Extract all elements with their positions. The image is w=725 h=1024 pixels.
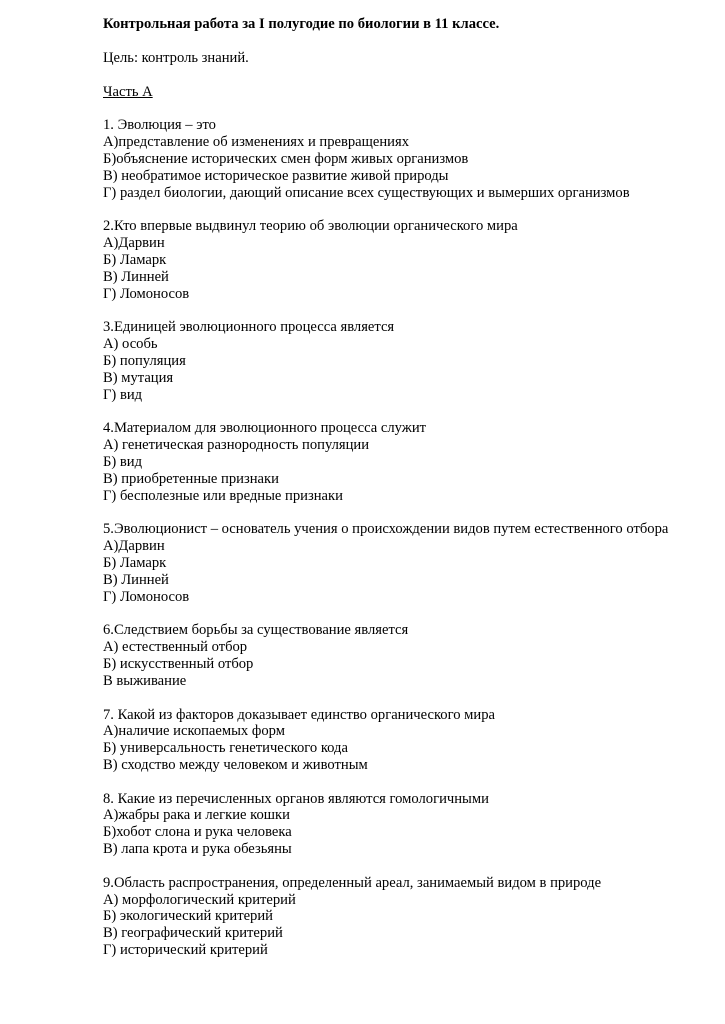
question-text: 8. Какие из перечисленных органов являются гомологичными xyxy=(103,790,489,807)
document-title: Контрольная работа за I полугодие по биологии в 11 классе. xyxy=(103,16,500,32)
answer-option: Г) исторический критерий xyxy=(103,942,268,959)
document-content xyxy=(103,16,713,959)
answer-option: Б) искусственный отбор xyxy=(103,655,254,672)
question-4 xyxy=(103,420,713,504)
answer-option: А)представление об изменениях и превращениях xyxy=(103,134,409,151)
answer-option: Б) Ламарк xyxy=(103,251,167,268)
answer-option: В) лапа крота и рука обезьяны xyxy=(103,841,292,858)
answer-option: В) Линней xyxy=(103,571,169,588)
answer-option: Б) универсальность генетического кода xyxy=(103,740,348,757)
answer-option: А) особь xyxy=(103,336,158,353)
question-text: 1. Эволюция – это xyxy=(103,117,216,134)
answer-option: В выживание xyxy=(103,672,187,689)
question-text: 5.Эволюционист – основатель учения о происхождении видов путем естественного отбора xyxy=(103,521,669,538)
answer-option: Г) бесполезные или вредные признаки xyxy=(103,487,343,504)
question-5 xyxy=(103,521,713,605)
question-1 xyxy=(103,117,713,201)
answer-option: Б) популяция xyxy=(103,352,186,369)
question-7 xyxy=(103,707,713,774)
answer-option: В) мутация xyxy=(103,369,174,386)
answer-option: Б) Ламарк xyxy=(103,554,167,571)
answer-option: В) необратимое историческое развитие живой природы xyxy=(103,167,449,184)
answer-option: Г) раздел биологии, дающий описание всех существующих и вымерших организмов xyxy=(103,184,630,201)
answer-option: А) генетическая разнородность популяции xyxy=(103,437,370,454)
question-text: 6.Следствием борьбы за существование является xyxy=(103,622,409,639)
answer-option: А) морфологический критерий xyxy=(103,891,296,908)
answer-option: В) Линней xyxy=(103,268,169,285)
answer-option: А)жабры рака и легкие кошки xyxy=(103,807,290,824)
answer-option: Б)хобот слона и рука человека xyxy=(103,824,292,841)
question-text: 9.Область распространения, определенный ареал, занимаемый видом в природе xyxy=(103,874,602,891)
question-text: 7. Какой из факторов доказывает единство органического мира xyxy=(103,706,495,723)
question-3 xyxy=(103,319,713,403)
question-2 xyxy=(103,218,713,302)
answer-option: А)Дарвин xyxy=(103,235,165,252)
answer-option: Г) Ломоносов xyxy=(103,285,190,302)
answer-option: В) приобретенные признаки xyxy=(103,470,279,487)
answer-option: В) сходство между человеком и животным xyxy=(103,756,368,773)
answer-option: Б)объяснение исторических смен форм живых организмов xyxy=(103,150,469,167)
part-label: Часть А xyxy=(103,83,153,100)
question-9 xyxy=(103,875,713,959)
answer-option: Б) экологический критерий xyxy=(103,908,273,925)
answer-option: Г) вид xyxy=(103,386,143,403)
answer-option: А)наличие ископаемых форм xyxy=(103,723,285,740)
document-goal: Цель: контроль знаний. xyxy=(103,49,249,66)
answer-option: А)Дарвин xyxy=(103,538,165,555)
answer-option: В) географический критерий xyxy=(103,925,283,942)
question-8 xyxy=(103,791,713,858)
answer-option: Г) Ломоносов xyxy=(103,588,190,605)
answer-option: Б) вид xyxy=(103,453,143,470)
question-text: 4.Материалом для эволюционного процесса служит xyxy=(103,420,427,437)
answer-option: А) естественный отбор xyxy=(103,639,248,656)
question-text: 3.Единицей эволюционного процесса является xyxy=(103,319,395,336)
question-text: 2.Кто впервые выдвинул теорию об эволюции органического мира xyxy=(103,218,518,235)
question-6 xyxy=(103,622,713,689)
